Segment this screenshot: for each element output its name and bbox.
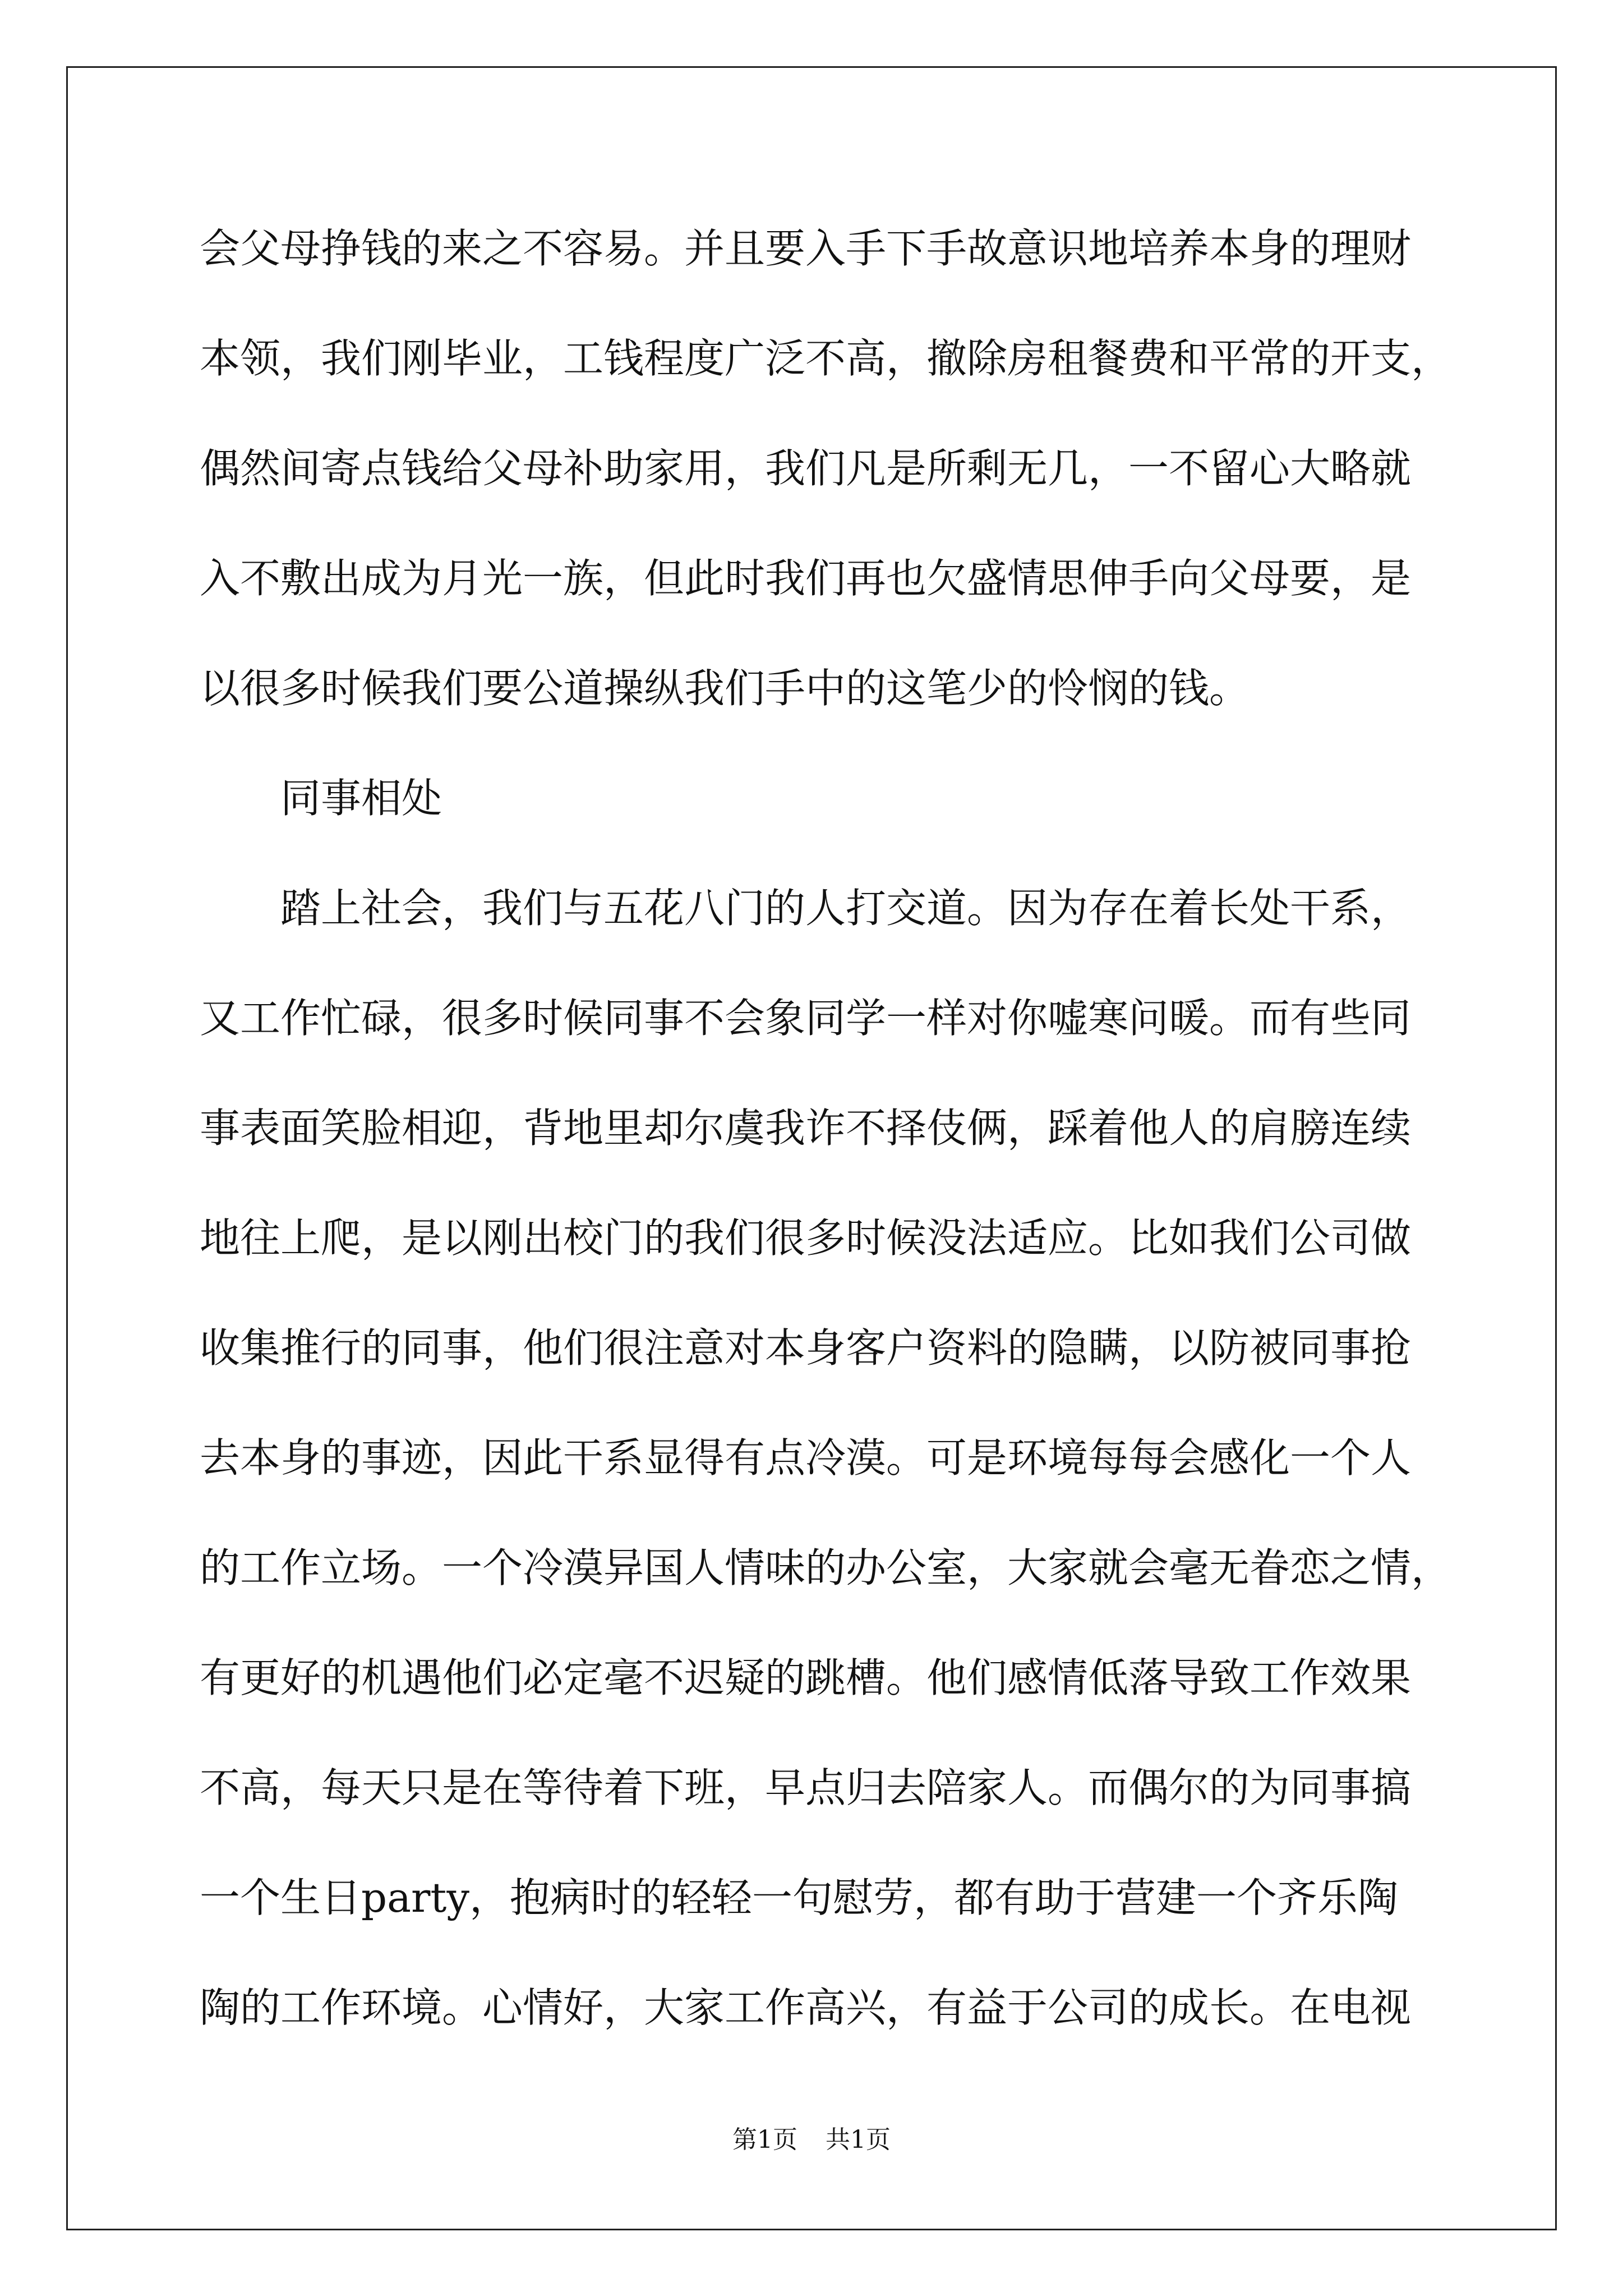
text-line: 以很多时候我们要公道操纵我们手中的这笔少的怜悯的钱。 [200, 665, 1250, 712]
page-total: 共1页 [826, 2125, 891, 2154]
text-line: 本领，我们刚毕业，工钱程度广泛不高，撤除房租餐费和平常的开支， [200, 335, 1452, 382]
text-line: 地往上爬，是以刚出校门的我们很多时候没法适应。比如我们公司做 [200, 1214, 1412, 1262]
text-line: 会父母挣钱的来之不容易。并且要入手下手故意识地培养本身的理财 [200, 225, 1412, 272]
text-line: 不高，每天只是在等待着下班，早点归去陪家人。而偶尔的为同事搞 [200, 1764, 1412, 1811]
text-line: 又工作忙碌，很多时候同事不会象同学一样对你嘘寒问暖。而有些同 [200, 995, 1412, 1042]
page-number: 第1页 [732, 2125, 797, 2154]
text-line: 一个生日party，抱病时的轻轻一句慰劳，都有助于营建一个齐乐陶 [200, 1874, 1399, 1921]
text-line: 入不敷出成为月光一族，但此时我们再也欠盛情思伸手向父母要，是 [200, 555, 1412, 602]
text-line: 偶然间寄点钱给父母补助家用，我们凡是所剩无几，一不留心大略就 [200, 445, 1412, 492]
page-footer [0, 2123, 1623, 2157]
text-line: 事表面笑脸相迎，背地里却尔虞我诈不择伎俩，踩着他人的肩膀连续 [200, 1105, 1412, 1152]
text-line: 收集推行的同事，他们很注意对本身客户资料的隐瞒，以防被同事抢 [200, 1324, 1412, 1372]
text-line: 踏上社会，我们与五花八门的人打交道。因为存在着长处干系， [200, 885, 1412, 932]
text-line: 的工作立场。一个冷漠异国人情味的办公室，大家就会毫无眷恋之情， [200, 1544, 1452, 1591]
text-line: 去本身的事迹，因此干系显得有点冷漠。可是环境每每会感化一个人 [200, 1434, 1412, 1481]
text-line: 有更好的机遇他们必定毫不迟疑的跳槽。他们感情低落导致工作效果 [200, 1654, 1412, 1701]
text-line: 陶的工作环境。心情好，大家工作高兴，有益于公司的成长。在电视 [200, 1984, 1412, 2031]
section-heading: 同事相处 [200, 775, 442, 822]
